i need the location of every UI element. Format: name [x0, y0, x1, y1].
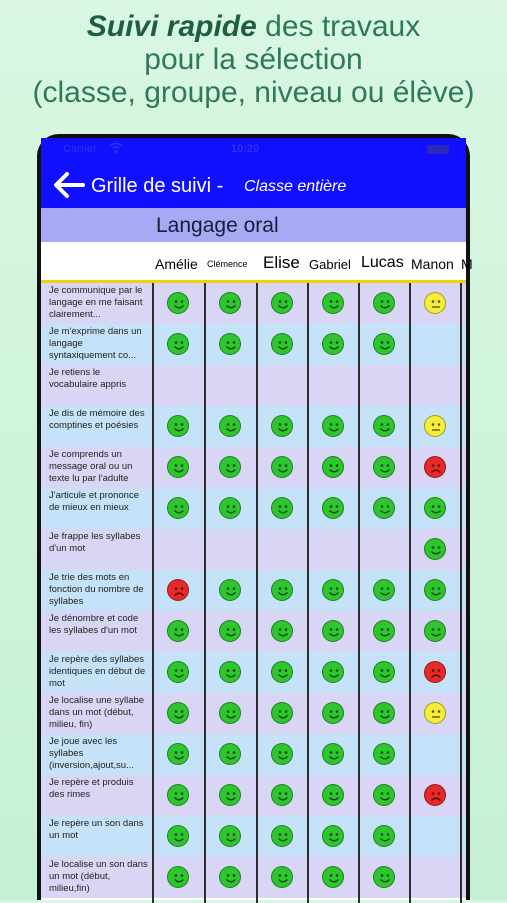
grid-cell[interactable] [309, 857, 357, 898]
grid-cell[interactable] [411, 447, 459, 488]
neutral-face-icon[interactable] [424, 292, 446, 314]
happy-face-icon[interactable] [373, 292, 395, 314]
skill-label: Je dénombre et code les syllabes d'un mot [49, 613, 139, 636]
happy-face-icon[interactable] [167, 415, 189, 437]
grid-cell[interactable] [411, 775, 459, 816]
grid-cell[interactable] [309, 611, 357, 652]
grid-cell[interactable] [411, 857, 459, 898]
student-name[interactable]: Amélie [155, 256, 198, 272]
happy-face-icon[interactable] [219, 292, 241, 314]
headline-bold: Suivi rapide [86, 10, 257, 43]
happy-face-icon[interactable] [167, 702, 189, 724]
grid-cell[interactable] [206, 857, 254, 898]
grid-cell[interactable] [258, 611, 306, 652]
neutral-face-icon[interactable] [424, 702, 446, 724]
grid-cell[interactable] [206, 734, 254, 775]
grid-cell[interactable] [360, 611, 408, 652]
skill-row [41, 365, 466, 406]
happy-face-icon[interactable] [219, 579, 241, 601]
grid-cell[interactable] [206, 693, 254, 734]
happy-face-icon[interactable] [167, 661, 189, 683]
skill-label: Je dis de mémoire des comptines et poésies [49, 408, 145, 431]
column-divider [460, 283, 462, 903]
grid-cell[interactable] [206, 652, 254, 693]
battery-icon [427, 145, 449, 154]
happy-face-icon[interactable] [271, 825, 293, 847]
grid-cell[interactable] [360, 570, 408, 611]
happy-face-icon[interactable] [322, 825, 344, 847]
sad-face-icon[interactable] [424, 784, 446, 806]
happy-face-icon[interactable] [322, 579, 344, 601]
skill-row [41, 652, 466, 693]
happy-face-icon[interactable] [271, 743, 293, 765]
happy-face-icon[interactable] [271, 579, 293, 601]
happy-face-icon[interactable] [167, 743, 189, 765]
grid-cell[interactable] [258, 283, 306, 324]
grid-cell[interactable] [309, 775, 357, 816]
grid-cell[interactable] [206, 447, 254, 488]
skill-row [41, 611, 466, 652]
happy-face-icon[interactable] [271, 661, 293, 683]
grid-cell[interactable] [206, 283, 254, 324]
grid-cell[interactable] [258, 652, 306, 693]
grid-cell[interactable] [154, 693, 202, 734]
grid-cell[interactable] [206, 529, 254, 570]
happy-face-icon[interactable] [219, 743, 241, 765]
grid-cell[interactable] [154, 857, 202, 898]
grid-cell[interactable] [360, 365, 408, 406]
skill-row [41, 857, 466, 898]
skill-row [41, 488, 466, 529]
skill-row [41, 529, 466, 570]
skill-label: Je repère et produis des rimes [49, 777, 134, 800]
student-name[interactable]: Clémence [207, 259, 248, 269]
promo-headline [0, 10, 507, 109]
happy-face-icon[interactable] [373, 743, 395, 765]
column-divider [307, 283, 309, 903]
happy-face-icon[interactable] [167, 333, 189, 355]
happy-face-icon[interactable] [167, 620, 189, 642]
grid-cell[interactable] [258, 324, 306, 365]
grid-cell[interactable] [154, 611, 202, 652]
section-title: Langage oral [156, 214, 279, 237]
grid-cell[interactable] [360, 529, 408, 570]
grid-cell[interactable] [154, 775, 202, 816]
happy-face-icon[interactable] [271, 333, 293, 355]
grid-cell[interactable] [206, 816, 254, 857]
grid-cell[interactable] [360, 447, 408, 488]
skill-label: Je repère des syllabes identiques en début de mot [49, 654, 146, 689]
happy-face-icon[interactable] [322, 866, 344, 888]
status-bar [41, 138, 466, 162]
grid-cell[interactable] [411, 734, 459, 775]
skill-label: Je communique par le langage en me faisant clairement... [49, 285, 143, 320]
grid-cell[interactable] [360, 488, 408, 529]
happy-face-icon[interactable] [219, 866, 241, 888]
happy-face-icon[interactable] [322, 292, 344, 314]
headline-rest: des travaux [256, 10, 421, 43]
happy-face-icon[interactable] [322, 661, 344, 683]
grid-cell[interactable] [309, 734, 357, 775]
happy-face-icon[interactable] [373, 333, 395, 355]
grid-cell[interactable] [360, 693, 408, 734]
skill-label: Je m'exprime dans un langage syntaxiquement co... [49, 326, 142, 361]
column-divider [152, 283, 154, 903]
grid-cell[interactable] [206, 570, 254, 611]
happy-face-icon[interactable] [219, 620, 241, 642]
skill-row [41, 734, 466, 775]
grid-cell[interactable] [309, 529, 357, 570]
happy-face-icon[interactable] [271, 866, 293, 888]
happy-face-icon[interactable] [167, 292, 189, 314]
happy-face-icon[interactable] [373, 456, 395, 478]
headline-line3: (classe, groupe, niveau ou élève) [32, 76, 475, 109]
happy-face-icon[interactable] [219, 456, 241, 478]
happy-face-icon[interactable] [271, 415, 293, 437]
grid-cell[interactable] [360, 283, 408, 324]
skill-label: Je comprends un message oral ou un texte lu par l'adulte [49, 449, 133, 484]
happy-face-icon[interactable] [322, 415, 344, 437]
happy-face-icon[interactable] [219, 497, 241, 519]
grid-cell[interactable] [258, 775, 306, 816]
grid-cell[interactable] [411, 283, 459, 324]
happy-face-icon[interactable] [322, 702, 344, 724]
grid-cell[interactable] [258, 570, 306, 611]
happy-face-icon[interactable] [219, 661, 241, 683]
grid-cell[interactable] [154, 570, 202, 611]
happy-face-icon[interactable] [373, 784, 395, 806]
happy-face-icon[interactable] [219, 825, 241, 847]
grid-cell[interactable] [206, 365, 254, 406]
happy-face-icon[interactable] [167, 497, 189, 519]
grid-cell[interactable] [360, 775, 408, 816]
column-divider [204, 283, 206, 903]
happy-face-icon[interactable] [322, 456, 344, 478]
grid-cell[interactable] [258, 816, 306, 857]
grid-cell[interactable] [206, 488, 254, 529]
grid-cell[interactable] [360, 734, 408, 775]
grid-cell[interactable] [360, 857, 408, 898]
grid-cell[interactable] [154, 816, 202, 857]
skill-row [41, 570, 466, 611]
grid-cell[interactable] [154, 529, 202, 570]
skill-row [41, 447, 466, 488]
happy-face-icon[interactable] [373, 825, 395, 847]
grid-cell[interactable] [258, 693, 306, 734]
skill-label: Je trie des mots en fonction du nombre de syllabes [49, 572, 144, 607]
happy-face-icon[interactable] [219, 702, 241, 724]
skill-row [41, 816, 466, 857]
happy-face-icon[interactable] [322, 497, 344, 519]
grid-cell[interactable] [309, 324, 357, 365]
student-name[interactable]: M [461, 256, 473, 272]
happy-face-icon[interactable] [373, 415, 395, 437]
grid-cell[interactable] [258, 447, 306, 488]
grid-cell[interactable] [309, 816, 357, 857]
grid-cell[interactable] [309, 652, 357, 693]
skill-label: Je localise un son dans un mot (début, milieu,fin) [49, 859, 148, 894]
nav-title: Grille de suivi - [91, 175, 224, 197]
grid-cell[interactable] [309, 570, 357, 611]
happy-face-icon[interactable] [322, 784, 344, 806]
grid-cell[interactable] [206, 775, 254, 816]
column-divider [256, 283, 258, 903]
grid-cell[interactable] [360, 816, 408, 857]
happy-face-icon[interactable] [373, 497, 395, 519]
grid-cell[interactable] [154, 406, 202, 447]
grid-cell[interactable] [206, 324, 254, 365]
student-name[interactable]: Manon [411, 256, 454, 272]
grid-cell[interactable] [154, 652, 202, 693]
happy-face-icon[interactable] [271, 456, 293, 478]
happy-face-icon[interactable] [219, 415, 241, 437]
wifi-icon [109, 142, 123, 157]
happy-face-icon[interactable] [373, 579, 395, 601]
happy-face-icon[interactable] [424, 497, 446, 519]
happy-face-icon[interactable] [167, 866, 189, 888]
happy-face-icon[interactable] [271, 784, 293, 806]
grid-cell[interactable] [360, 652, 408, 693]
happy-face-icon[interactable] [271, 620, 293, 642]
happy-face-icon[interactable] [322, 743, 344, 765]
sad-face-icon[interactable] [424, 456, 446, 478]
student-header-row [41, 242, 473, 283]
grid-cell[interactable] [360, 406, 408, 447]
skill-row [41, 283, 466, 324]
grid-cell[interactable] [411, 406, 459, 447]
happy-face-icon[interactable] [322, 333, 344, 355]
grid-cell[interactable] [258, 857, 306, 898]
grid-cell[interactable] [411, 529, 459, 570]
happy-face-icon[interactable] [271, 497, 293, 519]
happy-face-icon[interactable] [271, 292, 293, 314]
grid-cell[interactable] [411, 570, 459, 611]
happy-face-icon[interactable] [373, 702, 395, 724]
grid-cell[interactable] [309, 283, 357, 324]
grid-cell[interactable] [154, 283, 202, 324]
skill-label: Je frappe les syllabes d'un mot [49, 531, 141, 554]
grid-cell[interactable] [258, 529, 306, 570]
grid-cell[interactable] [154, 488, 202, 529]
happy-face-icon[interactable] [424, 620, 446, 642]
grid-cell[interactable] [258, 406, 306, 447]
grid-cell[interactable] [258, 365, 306, 406]
column-divider [358, 283, 360, 903]
skill-row [41, 324, 466, 365]
grid-cell[interactable] [309, 406, 357, 447]
grid-cell[interactable] [206, 406, 254, 447]
carrier-label: Carrier [63, 143, 97, 155]
happy-face-icon[interactable] [167, 456, 189, 478]
happy-face-icon[interactable] [219, 333, 241, 355]
grid-cell[interactable] [411, 365, 459, 406]
skill-row [41, 406, 466, 447]
grid-cell[interactable] [360, 324, 408, 365]
grid-cell[interactable] [309, 488, 357, 529]
phone-frame [37, 134, 473, 900]
happy-face-icon[interactable] [167, 825, 189, 847]
happy-face-icon[interactable] [424, 538, 446, 560]
happy-face-icon[interactable] [167, 784, 189, 806]
grid-cell[interactable] [258, 488, 306, 529]
happy-face-icon[interactable] [424, 579, 446, 601]
happy-face-icon[interactable] [322, 620, 344, 642]
skill-label: Je retiens le vocabulaire appris [49, 367, 127, 390]
happy-face-icon[interactable] [219, 784, 241, 806]
headline-line2: pour la sélection [144, 43, 363, 76]
skill-row [41, 775, 466, 816]
grid-cell[interactable] [411, 488, 459, 529]
happy-face-icon[interactable] [271, 702, 293, 724]
nav-subtitle: Classe entière [244, 178, 347, 195]
grid-cell[interactable] [154, 365, 202, 406]
column-divider [409, 283, 411, 903]
student-name[interactable]: Elise [263, 253, 300, 272]
student-name[interactable]: Lucas [361, 254, 404, 271]
skill-label: J'articule et prononce de mieux en mieux [49, 490, 140, 513]
grid-cell[interactable] [154, 447, 202, 488]
sad-face-icon[interactable] [167, 579, 189, 601]
back-arrow-icon[interactable] [51, 171, 85, 204]
skill-label: Je joue avec les syllabes (inversion,ajout,su... [49, 736, 135, 771]
grid-cell[interactable] [154, 324, 202, 365]
skill-row [41, 693, 466, 734]
section-header [41, 208, 466, 242]
skill-label: Je repère un son dans un mot [49, 818, 144, 841]
grid-cell[interactable] [411, 816, 459, 857]
skill-label: Je localise une syllabe dans un mot (début, milieu, fin) [49, 695, 145, 730]
grid-cell[interactable] [206, 611, 254, 652]
grid-cell[interactable] [309, 693, 357, 734]
grid-cell[interactable] [411, 324, 459, 365]
grid-cell[interactable] [258, 734, 306, 775]
grid-cell[interactable] [411, 652, 459, 693]
grid-cell[interactable] [309, 365, 357, 406]
app-screen [41, 138, 473, 900]
student-name[interactable]: Gabriel [309, 257, 351, 272]
happy-face-icon[interactable] [373, 620, 395, 642]
grid-cell[interactable] [411, 611, 459, 652]
sad-face-icon[interactable] [424, 661, 446, 683]
neutral-face-icon[interactable] [424, 415, 446, 437]
happy-face-icon[interactable] [373, 866, 395, 888]
grid-cell[interactable] [411, 693, 459, 734]
grid-cell[interactable] [309, 447, 357, 488]
clock: 10:20 [231, 143, 260, 155]
happy-face-icon[interactable] [373, 661, 395, 683]
grid-cell[interactable] [154, 734, 202, 775]
nav-bar [41, 162, 466, 208]
